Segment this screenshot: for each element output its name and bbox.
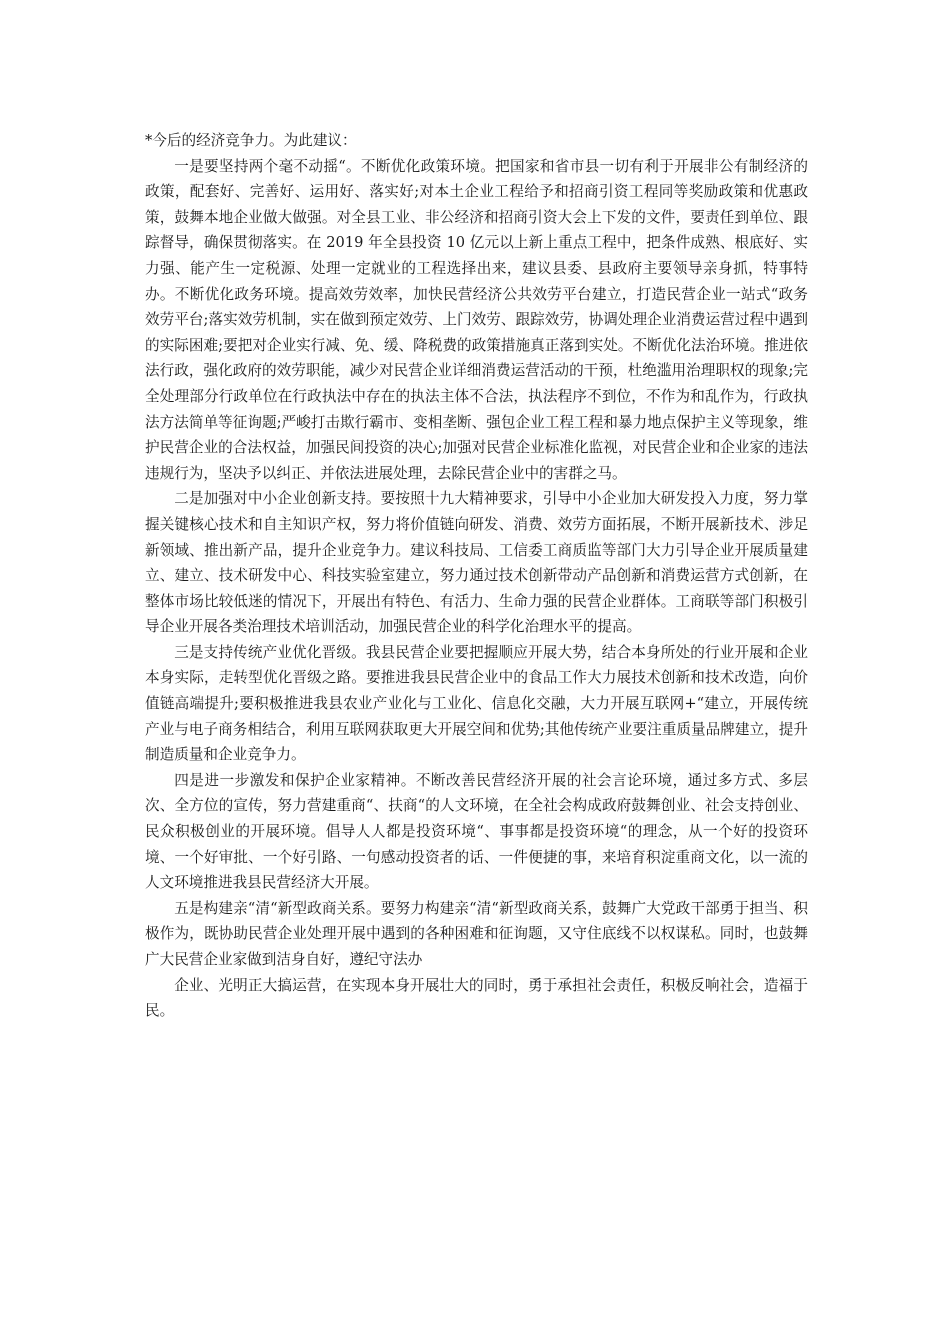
paragraph-innovation-support: 二是加强对中小企业创新支持。要按照十九大精神要求，引导中小企业加大研发投入力度，努力掌握关键核心技术和自主知识产权，努力将价值链向研发、消费、效劳方面拓展，不断开展新技术、涉足新领域、推出新产品，提升企业竞争力。建议科技局、工信委工商质监等部门大力引导企业开展质量建立、建立、技术研发中心、科技实验室建立，努力通过技术创新带动产品创新和消费运营方式创新，在整体市场比较低迷的情况下，开展出有特色、有活力、生命力强的民营企业群体。工商联等部门积极引导企业开展各类治理技术培训活动，加强民营企业的科学化治理水平的提高。 bbox=[145, 490, 808, 636]
paragraph-entrepreneur-spirit: 四是进一步激发和保护企业家精神。不断改善民营经济开展的社会言论环境，通过多方式、多层次、全方位的宣传，努力营建重商“、扶商“的人文环境，在全社会构成政府鼓舞创业、社会支持创业、民众积极创业的开展环境。倡导人人都是投资环境“、事事都是投资环境“的理念，从一个好的投资环境、一个好审批、一个好引路、一句感动投资者的话、一件便捷的事，来培育积淀重商文化，以一流的人文环境推进我县民营经济大开展。 bbox=[145, 771, 808, 892]
paragraph-intro: *今后的经济竞争力。为此建议： bbox=[145, 132, 357, 149]
paragraph-conclusion: 企业、光明正大搞运营，在实现本身开展壮大的同时，勇于承担社会责任，积极反响社会，造福于民。 bbox=[145, 976, 808, 1020]
paragraph-policy-environment: 一是要坚持两个毫不动摇“。不断优化政策环境。把国家和省市县一切有利于开展非公有制经济的政策，配套好、完善好、运用好、落实好;对本土企业工程给予和招商引资工程同等奖励政策和优惠政策，鼓舞本地企业做大做强。对全县工业、非公经济和招商引资大会上下发的文件，要责任到单位、跟踪督导，确保贯彻落实。在 2019 年全县投资 10 亿元以上新上重点工程中，把条件成熟、根底好、实力强、能产生一定税源、处理一定就业的工程选择出来，建议县委、县政府主要领导亲身抓，特事特办。不断优化政务环境。提高效劳效率，加快民营经济公共效劳平台建立，打造民营企业一站式“政务效劳平台;落实效劳机制，实在做到预定效劳、上门效劳、跟踪效劳，协调处理企业消费运营过程中遇到的实际困难;要把对企业实行减、免、缓、降税费的政策措施真正落到实处。不断优化法治环境。推进依法行政，强化政府的效劳职能，减少对民营企业详细消费运营活动的干预，杜绝滥用治理职权的现象;完全处理部分行政单位在行政执法中存在的执法主体不合法，执法程序不到位，不作为和乱作为，行政执法方法简单等征询题;严峻打击欺行霸市、变相垄断、强包企业工程工程和暴力地点保护主义等现象，维护民营企业的合法权益，加强民间投资的决心;加强对民营企业标准化监视，对民营企业和企业家的违法违规行为，坚决予以纠正、并依法进展处理，去除民营企业中的害群之马。 bbox=[145, 157, 808, 482]
paragraph-government-business: 五是构建亲“清“新型政商关系。要努力构建亲“清“新型政商关系，鼓舞广大党政干部勇于担当、积极作为，既协助民营企业处理开展中遇到的各种困难和征询题，又守住底线不以权谋私。同时，也鼓舞广大民营企业家做到洁身自好，遵纪守法办 bbox=[145, 899, 808, 968]
paragraph-traditional-industry: 三是支持传统产业优化晋级。我县民营企业要把握顺应开展大势，结合本身所处的行业开展和企业本身实际，走转型优化晋级之路。要推进我县民营企业中的食品工作大力展技术创新和技术改造，向价值链高端提升;要积极推进我县农业产业化与工业化、信息化交融，大力开展互联网+“建立，开展传统产业与电子商务相结合，利用互联网获取更大开展空间和优势;其他传统产业要注重质量品牌建立，提升制造质量和企业竞争力。 bbox=[145, 643, 808, 764]
document-body bbox=[145, 128, 808, 1024]
